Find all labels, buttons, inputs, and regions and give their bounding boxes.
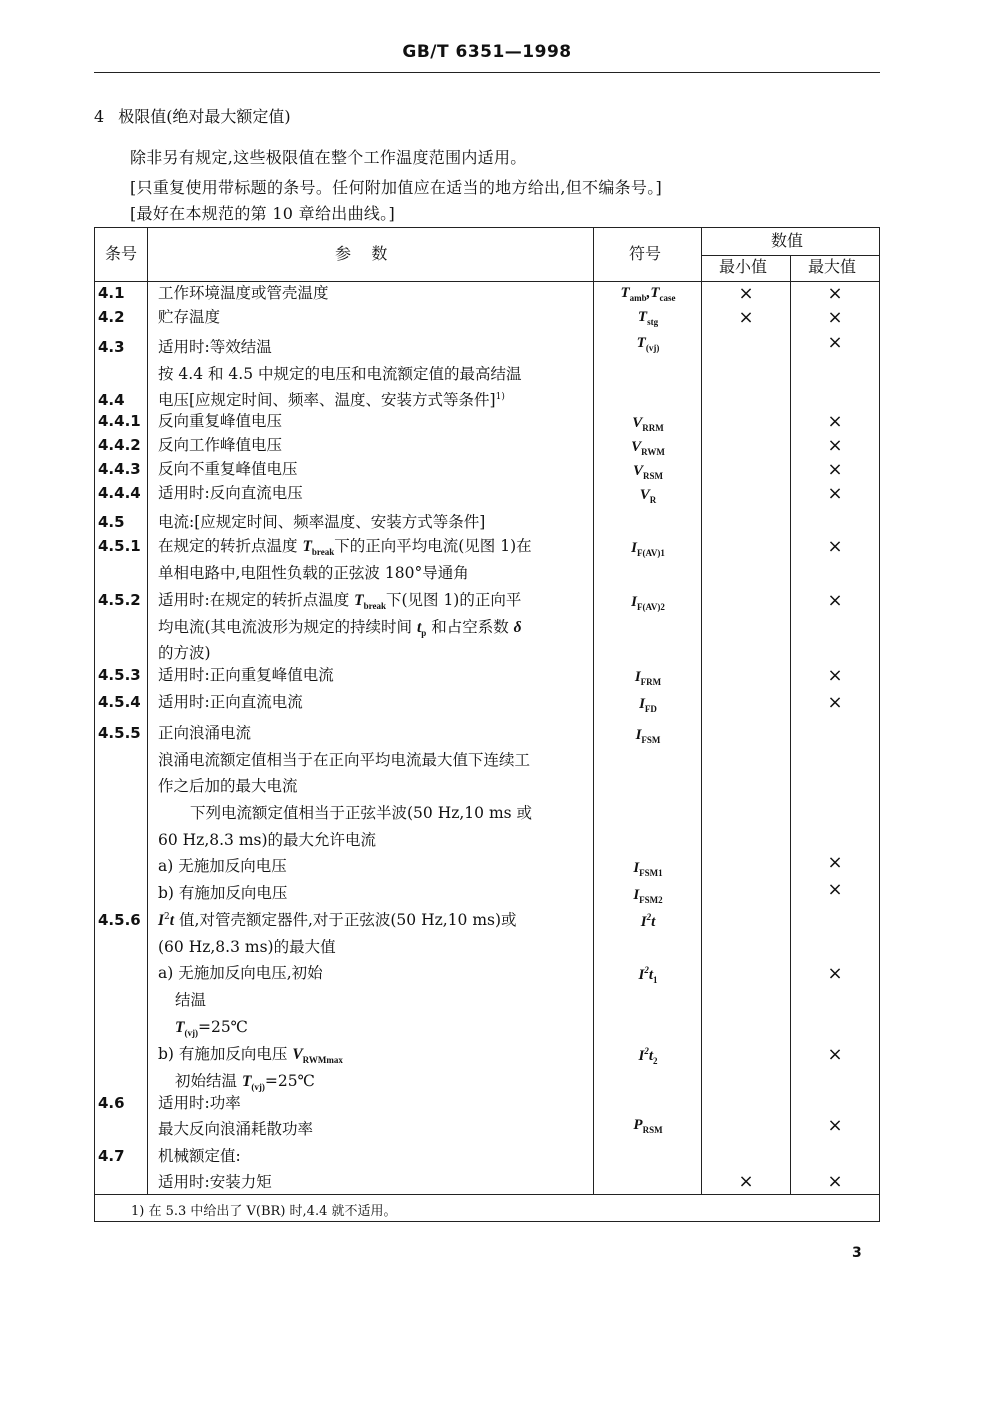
clause-code: 4.4.4 <box>98 484 141 502</box>
limits-table <box>94 227 880 1222</box>
param-text: 适用时:正向直流电流 <box>158 693 303 711</box>
param-symbol: $I_{FD}$ <box>639 696 657 714</box>
param-text: 的方波) <box>158 644 211 662</box>
param-text: b) 有施加反向电压 <box>158 884 288 902</box>
param-text: 按 4.4 和 4.5 中规定的电压和电流额定值的最高结温 <box>158 365 522 383</box>
max-mark: × <box>827 483 843 504</box>
param-symbol: $I_{FSM}$ <box>635 727 661 745</box>
param-symbol: $V_{RSM}$ <box>632 463 663 481</box>
clause-code: 4.1 <box>98 284 125 302</box>
header-min: 最小值 <box>719 257 768 276</box>
param-text: 适用时:等效结温 <box>158 338 272 356</box>
param-text: 正向浪涌电流 <box>158 724 252 742</box>
clause-code: 4.4 <box>98 391 125 409</box>
clause-code: 4.5.4 <box>98 693 141 711</box>
min-mark: × <box>738 307 754 328</box>
param-symbol: $V_R$ <box>639 487 657 505</box>
param-text: 浪涌电流额定值相当于在正向平均电流最大值下连续工 <box>158 751 531 769</box>
param-text: 反向工作峰值电压 <box>158 436 283 454</box>
section-title-text: 极限值(绝对最大额定值) <box>118 107 291 126</box>
clause-code: 4.5.5 <box>98 724 141 742</box>
param-symbol: $V_{RWM}$ <box>631 439 665 457</box>
param-text: 适用时:反向直流电压 <box>158 484 303 502</box>
clause-code: 4.5 <box>98 513 125 531</box>
max-mark: × <box>827 963 843 984</box>
param-symbol: $P_{RSM}$ <box>633 1117 663 1135</box>
clause-code: 4.5.3 <box>98 666 141 684</box>
param-text: 贮存温度 <box>158 308 221 326</box>
clause-code: 4.3 <box>98 338 125 356</box>
param-text: 初始结温 $T_{(vj)}=25℃$ <box>175 1072 315 1093</box>
param-symbol: $I_{FSM1}$ <box>633 860 663 878</box>
section-number: 4 <box>94 107 105 126</box>
param-text: (60 Hz,8.3 ms)的最大值 <box>158 938 336 956</box>
table-divider <box>790 255 791 1194</box>
max-mark: × <box>827 852 843 873</box>
param-text: 下列电流额定值相当于正弦半波(50 Hz,10 ms 或 <box>190 804 533 822</box>
footnote-ref: 1) <box>495 392 505 402</box>
max-mark: × <box>827 283 843 304</box>
param-text: 机械额定值: <box>158 1147 241 1165</box>
param-symbol: $I_{F(AV)2}$ <box>631 594 665 612</box>
param-text: 单相电路中,电阻性负载的正弦波 180°导通角 <box>158 564 469 582</box>
param-symbol: $T_{stg}$ <box>637 309 659 327</box>
clause-code: 4.5.6 <box>98 911 141 929</box>
max-mark: × <box>827 590 843 611</box>
header-param: 参 数 <box>335 244 388 263</box>
table-divider <box>593 228 594 1194</box>
max-mark: × <box>827 332 843 353</box>
intro-line-1: 除非另有规定,这些极限值在整个工作温度范围内适用。 <box>130 148 527 167</box>
param-text: 适用时:安装力矩 <box>158 1173 272 1191</box>
clause-code: 4.7 <box>98 1147 125 1165</box>
param-symbol: $I^2t_1$ <box>638 965 658 985</box>
param-text: 在规定的转折点温度 $T_{break}$下的正向平均电流(见图 1)在 <box>158 537 532 558</box>
clause-code: 4.2 <box>98 308 125 326</box>
max-mark: × <box>827 307 843 328</box>
param-text: 均电流(其电流波形为规定的持续时间 $t_p$ 和占空系数 δ <box>158 618 522 639</box>
clause-code: 4.4.3 <box>98 460 141 478</box>
param-symbol: $I^2t_2$ <box>638 1046 658 1066</box>
param-symbol: $V_{RRM}$ <box>632 415 664 433</box>
table-divider <box>95 1194 879 1195</box>
param-text: 适用时:在规定的转折点温度 $T_{break}$下(见图 1)的正向平 <box>158 591 522 612</box>
param-text: $I^2t$ 值,对管壳额定器件,对于正弦波(50 Hz,10 ms)或 <box>158 911 517 930</box>
page-number: 3 <box>852 1245 862 1261</box>
param-text: 最大反向浪涌耗散功率 <box>158 1120 314 1138</box>
param-symbol: $I_{FSM2}$ <box>633 887 663 905</box>
param-text: 工作环境温度或管壳温度 <box>158 284 329 302</box>
header-value: 数值 <box>771 231 804 250</box>
clause-code: 4.4.1 <box>98 412 141 430</box>
table-divider <box>701 228 702 1194</box>
min-mark: × <box>738 283 754 304</box>
param-text: 电压[应规定时间、频率、温度、安装方式等条件]$^{1)}$ <box>158 391 505 410</box>
max-mark: × <box>827 665 843 686</box>
document-header <box>94 42 880 73</box>
param-text: 反向不重复峰值电压 <box>158 460 298 478</box>
table-divider <box>147 228 148 1194</box>
max-mark: × <box>827 692 843 713</box>
param-text: a) 无施加反向电压,初始 <box>158 964 323 982</box>
param-symbol: $I^2t$ <box>640 912 656 930</box>
clause-code: 4.6 <box>98 1094 125 1112</box>
max-mark: × <box>827 1171 843 1192</box>
max-mark: × <box>827 1115 843 1136</box>
max-mark: × <box>827 411 843 432</box>
max-mark: × <box>827 1044 843 1065</box>
param-text: 作之后加的最大电流 <box>158 777 298 795</box>
max-mark: × <box>827 435 843 456</box>
section-title <box>94 104 291 127</box>
clause-code: 4.5.1 <box>98 537 141 555</box>
clause-code: 4.4.2 <box>98 436 141 454</box>
param-text: 电流:[应规定时间、频率温度、安装方式等条件] <box>158 513 486 531</box>
max-mark: × <box>827 536 843 557</box>
param-text: $T_{(vj)}=25℃$ <box>175 1018 249 1039</box>
param-symbol: $I_{F(AV)1}$ <box>631 540 665 558</box>
param-symbol: $T_{amb},T_{case}$ <box>620 285 676 303</box>
param-symbol: $T_{(vj)}$ <box>636 335 660 353</box>
intro-line-2: [只重复使用带标题的条号。任何附加值应在适当的地方给出,但不编条号。] <box>130 178 663 197</box>
param-text: b) 有施加反向电压 $V_{RWMmax}$ <box>158 1045 343 1066</box>
param-text: 适用时:功率 <box>158 1094 241 1112</box>
param-text: 结温 <box>175 991 207 1009</box>
table-divider <box>95 281 879 282</box>
header-clause: 条号 <box>105 244 138 263</box>
min-mark: × <box>738 1171 754 1192</box>
max-mark: × <box>827 879 843 900</box>
param-text: a) 无施加反向电压 <box>158 857 287 875</box>
param-symbol: $I_{FRM}$ <box>634 669 662 687</box>
max-mark: × <box>827 459 843 480</box>
header-symbol: 符号 <box>629 244 662 263</box>
param-text: 反向重复峰值电压 <box>158 412 283 430</box>
table-divider <box>701 255 879 256</box>
param-text: 适用时:正向重复峰值电流 <box>158 666 334 684</box>
header-max: 最大值 <box>808 257 857 276</box>
standard-code: GB/T 6351—1998 <box>402 42 572 62</box>
intro-line-3: [最好在本规范的第 10 章给出曲线。] <box>130 204 396 223</box>
clause-code: 4.5.2 <box>98 591 141 609</box>
table-footnote: 1) 在 5.3 中给出了 V(BR) 时,4.4 就不适用。 <box>131 1204 397 1219</box>
param-text: 60 Hz,8.3 ms)的最大允许电流 <box>158 831 377 849</box>
